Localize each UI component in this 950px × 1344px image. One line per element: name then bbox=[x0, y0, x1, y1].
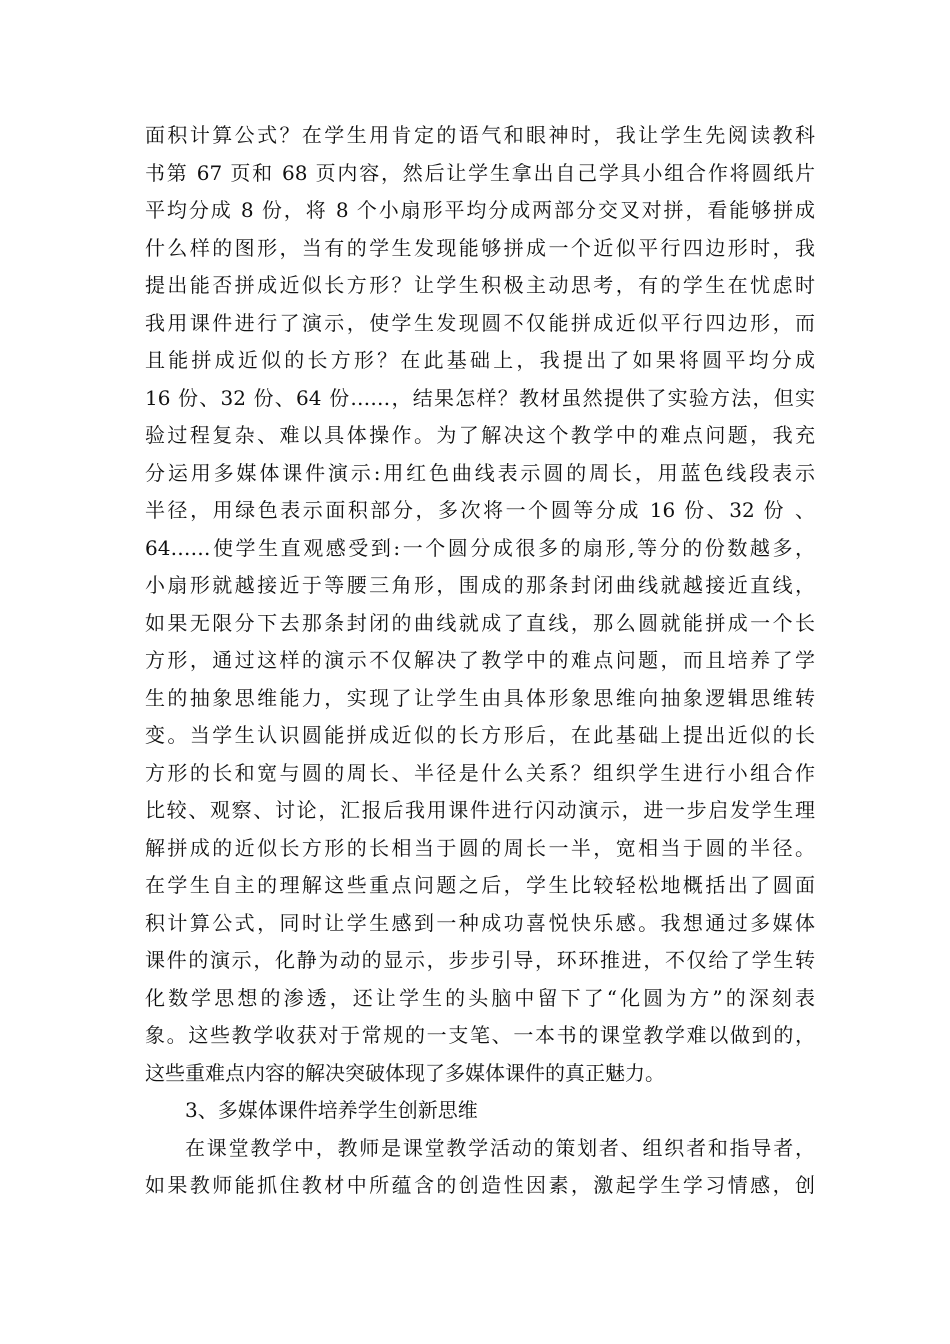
text-line: 提出能否拼成近似长方形？让学生积极主动思考，有的学生在忧虑时 bbox=[145, 273, 815, 297]
text-line: 书第 67 页和 68 页内容，然后让学生拿出自己学具小组合作将圆纸片 bbox=[145, 160, 815, 185]
text-line: 化数学思想的渗透，还让学生的头脑中留下了“化圆为方”的深刻表 bbox=[145, 985, 815, 1010]
text-line: 生的抽象思维能力，实现了让学生由具体形象思维向抽象逻辑思维转 bbox=[145, 685, 815, 710]
text-line: 如果教师能抓住教材中所蕴含的创造性因素，激起学生学习情感，创 bbox=[145, 1173, 815, 1197]
text-line: 16 份、32 份、64 份……，结果怎样？教材虽然提供了实验方法，但实 bbox=[145, 385, 815, 410]
text-line: 64……使学生直观感受到:一个圆分成很多的扇形,等分的份数越多， bbox=[145, 535, 815, 560]
text-line: 我用课件进行了演示，使学生发现圆不仅能拼成近似平行四边形，而 bbox=[145, 310, 815, 335]
text-line: 课件的演示，化静为动的显示，步步引导，环环推进，不仅给了学生转 bbox=[145, 948, 815, 972]
body-text bbox=[145, 117, 815, 1205]
text-line: 且能拼成近似的长方形？在此基础上，我提出了如果将圆平均分成 bbox=[145, 348, 815, 372]
section-heading: 3、多媒体课件培养学生创新思维 bbox=[185, 1098, 478, 1122]
text-line: 在课堂教学中，教师是课堂教学活动的策划者、组织者和指导者， bbox=[185, 1135, 815, 1160]
text-line: 解拼成的近似长方形的长相当于圆的周长一半，宽相当于圆的半径。 bbox=[145, 835, 815, 860]
text-line: 小扇形就越接近于等腰三角形，围成的那条封闭曲线就越接近直线， bbox=[145, 573, 815, 597]
text-line: 平均分成 8 份，将 8 个小扇形平均分成两部分交叉对拼，看能够拼成 bbox=[145, 198, 815, 222]
text-line: 象。这些教学收获对于常规的一支笔、一本书的课堂教学难以做到的， bbox=[145, 1023, 815, 1047]
text-line: 验过程复杂、难以具体操作。为了解决这个教学中的难点问题，我充 bbox=[145, 423, 815, 447]
text-line: 如果无限分下去那条封闭的曲线就成了直线，那么圆就能拼成一个长 bbox=[145, 610, 815, 635]
text-line: 变。当学生认识圆能拼成近似的长方形后，在此基础上提出近似的长 bbox=[145, 723, 815, 747]
text-line: 这些重难点内容的解决突破体现了多媒体课件的真正魅力。 bbox=[145, 1060, 665, 1085]
text-line: 方形，通过这样的演示不仅解决了教学中的难点问题，而且培养了学 bbox=[145, 648, 815, 672]
text-line: 在学生自主的理解这些重点问题之后，学生比较轻松地概括出了圆面 bbox=[145, 873, 815, 897]
text-line: 半径，用绿色表示面积部分，多次将一个圆等分成 16 份、32 份 、 bbox=[145, 498, 815, 522]
text-line: 积计算公式，同时让学生感到一种成功喜悦快乐感。我想通过多媒体 bbox=[145, 910, 815, 935]
text-line: 方形的长和宽与圆的周长、半径是什么关系？组织学生进行小组合作 bbox=[145, 760, 815, 785]
text-line: 分运用多媒体课件演示:用红色曲线表示圆的周长，用蓝色线段表示 bbox=[145, 460, 815, 485]
text-line: 比较、观察、讨论，汇报后我用课件进行闪动演示，进一步启发学生理 bbox=[145, 798, 815, 822]
text-line: 什么样的图形，当有的学生发现能够拼成一个近似平行四边形时，我 bbox=[145, 235, 815, 260]
text-line: 面积计算公式？在学生用肯定的语气和眼神时，我让学生先阅读教科 bbox=[145, 123, 815, 147]
